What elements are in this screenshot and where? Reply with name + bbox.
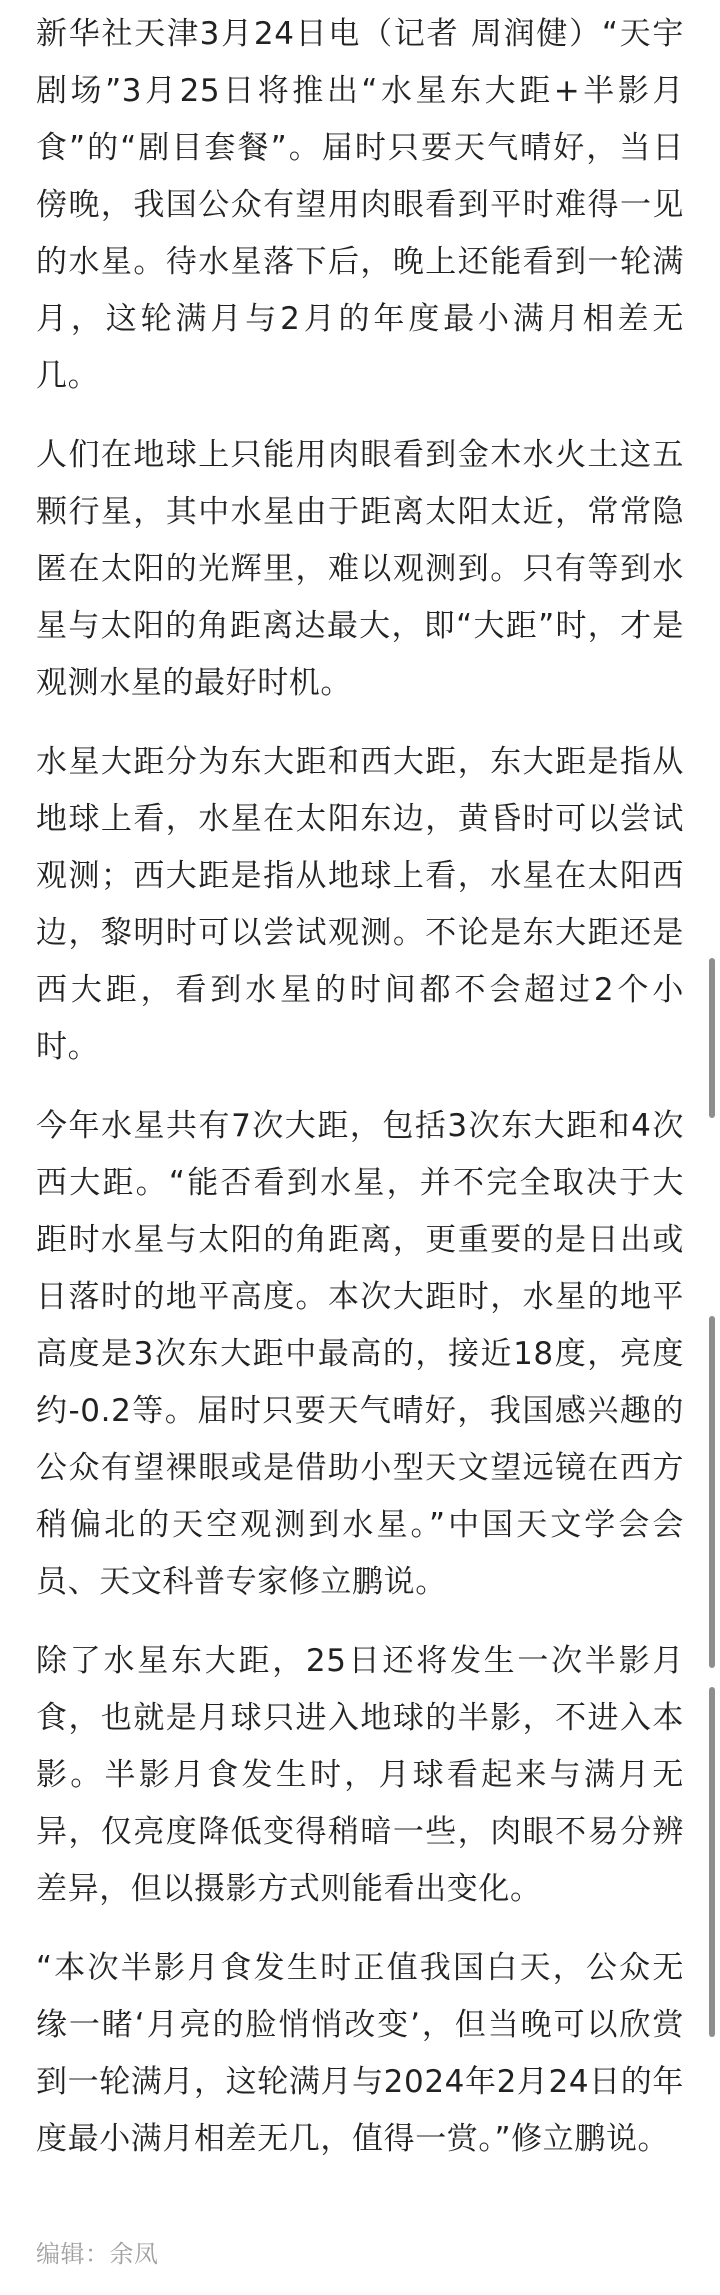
article-paragraph: 今年水星共有7次大距，包括3次东大距和4次西大距。“能否看到水星，并不完全取决于大距时水星与太阳的角距离，更重要的是日出或日落时的地平高度。本次大距时，水星的地平高度是3次东大距中最高的，接近18度，亮度约-0.2等。届时只要天气晴好，我国感兴趣的公众有望裸眼或是借助小型天文望远镜在西方稍偏北的天空观测到水星。”中国天文学会会员、天文科普专家修立鹏说。 — [36, 1108, 684, 1600]
article-paragraph: 除了水星东大距，25日还将发生一次半影月食，也就是月球只进入地球的半影，不进入本影。半影月食发生时，月球看起来与满月无异，仅亮度降低变得稍暗一些，肉眼不易分辨差异，但以摄影方式则能看出变化。 — [36, 1643, 684, 1907]
article-paragraph: 人们在地球上只能用肉眼看到金木水火土这五颗行星，其中水星由于距离太阳太近，常常隐匿在太阳的光辉里，难以观测到。只有等到水星与太阳的角距离达最大，即“大距”时，才是观测水星的最好时机。 — [36, 437, 684, 701]
scroll-indicator — [709, 1316, 715, 1668]
scroll-indicator — [709, 958, 715, 1118]
article-paragraph: 水星大距分为东大距和西大距，东大距是指从地球上看，水星在太阳东边，黄昏时可以尝试观测；西大距是指从地球上看，水星在太阳西边，黎明时可以尝试观测。不论是东大距还是西大距，看到水星的时间都不会超过2个小时。 — [36, 744, 684, 1065]
article-paragraph: “本次半影月食发生时正值我国白天，公众无缘一睹‘月亮的脸悄悄改变’，但当晚可以欣赏到一轮满月，这轮满月与2024年2月24日的年度最小满月相差无几，值得一赏。”修立鹏说。 — [36, 1950, 684, 2157]
article-paragraph: 新华社天津3月24日电（记者 周润健）“天宇剧场”3月25日将推出“水星东大距+半影月食”的“剧目套餐”。届时只要天气晴好，当日傍晚，我国公众有望用肉眼看到平时难得一见的水星。待水星落下后，晚上还能看到一轮满月，这轮满月与2月的年度最小满月相差无几。 — [36, 16, 684, 394]
article-body — [36, 6, 684, 2168]
editor-credit: 编辑：余凤 — [36, 2240, 159, 2268]
scroll-indicator — [709, 1687, 715, 2037]
